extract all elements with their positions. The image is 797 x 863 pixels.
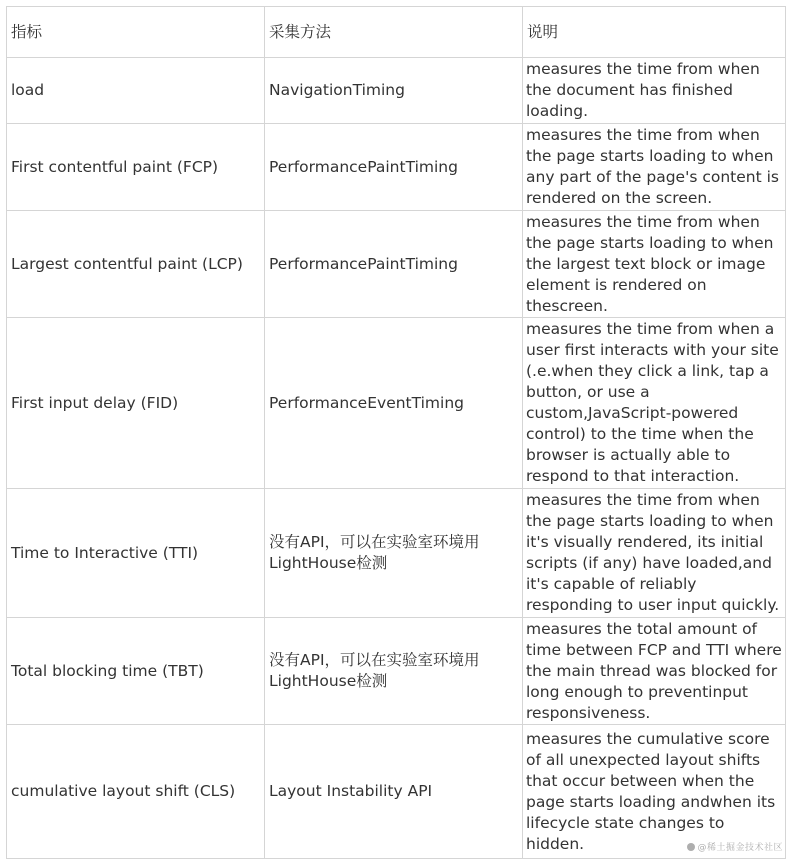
description-cell: measures the time from when the page starts loading to when the largest text block or image element is rendered on thescreen. xyxy=(523,211,786,318)
metric-cell: Largest contentful paint (LCP) xyxy=(7,211,265,318)
metric-cell: Time to Interactive (TTI) xyxy=(7,489,265,618)
table-row xyxy=(7,489,786,618)
juejin-logo-icon xyxy=(687,843,695,851)
metric-cell: cumulative layout shift (CLS) xyxy=(7,725,265,859)
metric-cell: First input delay (FID) xyxy=(7,318,265,489)
description-cell: measures the time from when a user first interacts with your site (.e.when they click a link, tap a button, or use a custom,JavaScript-powered control) to the time when the browser is actually able to respond to that interaction. xyxy=(523,318,786,489)
method-cell: 没有API，可以在实验室环境用LightHouse检测 xyxy=(265,618,523,725)
header-metric: 指标 xyxy=(7,7,265,58)
metric-cell: load xyxy=(7,58,265,124)
method-cell: 没有API，可以在实验室环境用LightHouse检测 xyxy=(265,489,523,618)
table-row xyxy=(7,318,786,489)
method-cell: PerformancePaintTiming xyxy=(265,211,523,318)
method-cell: PerformancePaintTiming xyxy=(265,124,523,211)
metrics-table xyxy=(6,6,786,859)
description-cell: measures the cumulative score of all unexpected layout shifts that occur between when the page starts loading andwhen its lifecycle state changes to hidden. xyxy=(523,725,786,859)
table-row xyxy=(7,618,786,725)
description-cell: measures the time from when the page starts loading to when any part of the page's content is rendered on the screen. xyxy=(523,124,786,211)
table-row xyxy=(7,124,786,211)
table-header-row xyxy=(7,7,786,58)
description-cell: measures the total amount of time between FCP and TTI where the main thread was blocked for long enough to preventinput responsiveness. xyxy=(523,618,786,725)
description-cell: measures the time from when the document has finished loading. xyxy=(523,58,786,124)
metric-cell: Total blocking time (TBT) xyxy=(7,618,265,725)
header-description: 说明 xyxy=(523,7,786,58)
metrics-table-container xyxy=(6,6,785,858)
method-cell: NavigationTiming xyxy=(265,58,523,124)
table-row xyxy=(7,725,786,859)
method-cell: Layout Instability API xyxy=(265,725,523,859)
method-cell: PerformanceEventTiming xyxy=(265,318,523,489)
watermark xyxy=(687,840,783,853)
header-method: 采集方法 xyxy=(265,7,523,58)
description-cell: measures the time from when the page starts loading to when it's visually rendered, its initial scripts (if any) have loaded,and it's capable of reliably responding to user input quickly. xyxy=(523,489,786,618)
watermark-text: @稀土掘金技术社区 xyxy=(697,843,783,853)
table-row xyxy=(7,211,786,318)
metric-cell: First contentful paint (FCP) xyxy=(7,124,265,211)
table-row xyxy=(7,58,786,124)
